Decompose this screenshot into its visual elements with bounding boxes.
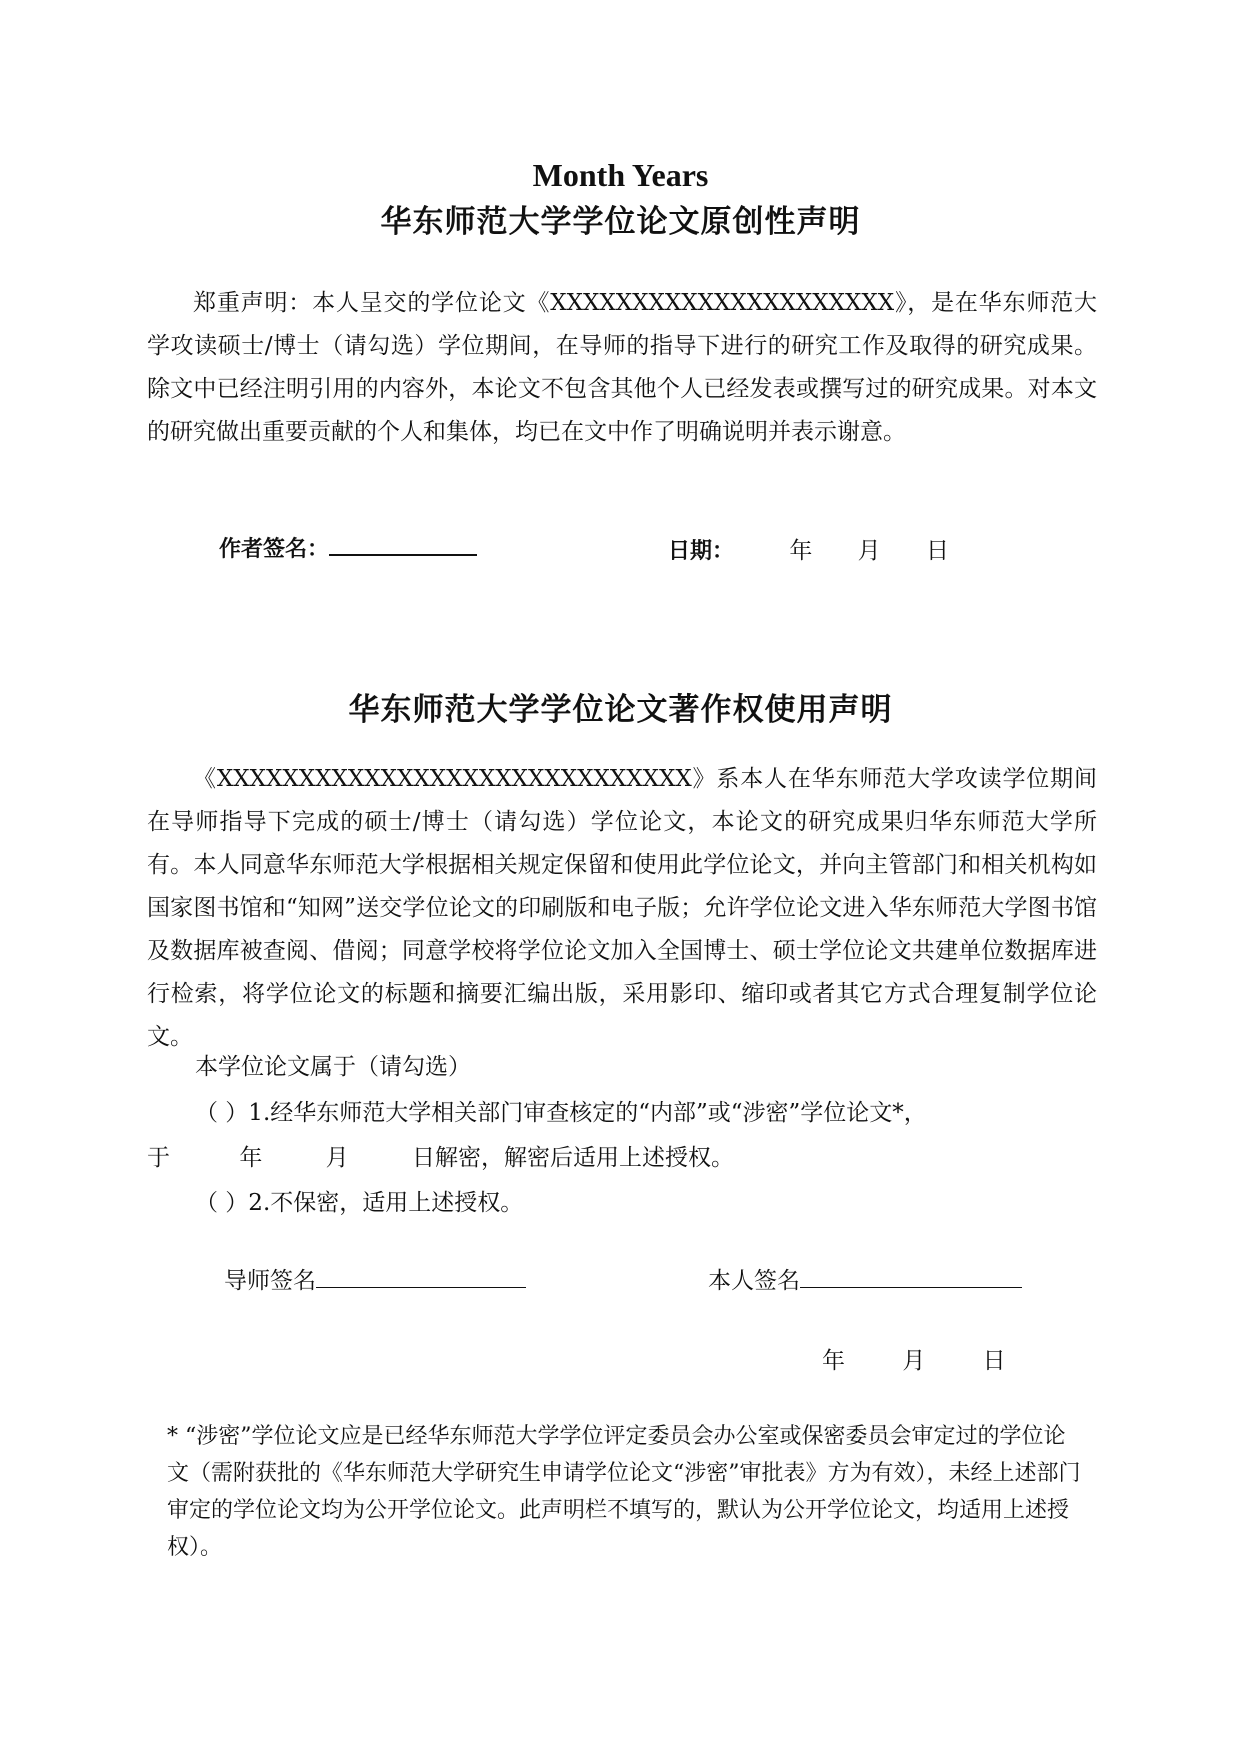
- declassify-yu: 于: [147, 1145, 170, 1171]
- self-signature-line[interactable]: [800, 1287, 1022, 1288]
- author-signature-row: [219, 532, 477, 563]
- copyright-year: 年: [822, 1348, 845, 1374]
- copyright-body: 《XXXXXXXXXXXXXXXXXXXXXXXXXXXXX》系本人在华东师范大学攻读学位期间在导师指导下完成的硕士/博士（请勾选）学位论文，本论文的研究成果归华东师范大学所有。本人同意华东师范大学根据相关规定保留和使用此学位论文，并向主管部门和相关机构如国家图书馆和“知网”送交学位论文的印刷版和电子版；允许学位论文进入华东师范大学图书馆及数据库被查阅、借阅；同意学校将学位论文加入全国博士、硕士学位论文共建单位数据库进行检索，将学位论文的标题和摘要汇编出版，采用影印、缩印或者其它方式合理复制学位论文。: [147, 766, 1097, 1050]
- copyright-date-row: [822, 1344, 1006, 1378]
- originality-body: 郑重声明：本人呈交的学位论文《XXXXXXXXXXXXXXXXXXXXX》，是在华东师范大学攻读硕士/博士（请勾选）学位期间，在导师的指导下进行的研究工作及取得的研究成果。除文中已经注明引用的内容外，本论文不包含其他个人已经发表或撰写过的研究成果。对本文的研究做出重要贡献的个人和集体，均已在文中作了明确说明并表示谢意。: [147, 290, 1097, 445]
- self-sign-label: 本人签名: [708, 1268, 800, 1294]
- declassify-tail: 日解密，解密后适用上述授权。: [411, 1145, 734, 1171]
- date-month: 月: [857, 538, 881, 564]
- copyright-title: 华东师范大学学位论文著作权使用声明: [348, 692, 893, 728]
- supervisor-signature-row: [224, 1264, 526, 1298]
- declassify-date-row: [147, 1141, 734, 1175]
- declassify-month: 月: [325, 1145, 349, 1171]
- option-confidential[interactable]: （ ）1.经华东师范大学相关部门审查核定的“内部”或“涉密”学位论文*，: [195, 1100, 927, 1126]
- copyright-month: 月: [902, 1348, 926, 1374]
- belongs-label: 本学位论文属于（请勾选）: [195, 1054, 471, 1080]
- author-date-row: [668, 532, 949, 565]
- author-sign-label: 作者签名：: [219, 537, 330, 562]
- declassify-year: 年: [239, 1145, 263, 1171]
- date-day: 日: [925, 538, 949, 564]
- option-not-confidential[interactable]: （ ）2.不保密，适用上述授权。: [195, 1190, 524, 1216]
- confidential-footnote: * “涉密”学位论文应是已经华东师范大学学位评定委员会办公室或保密委员会审定过的学位论文（需附获批的《华东师范大学研究生申请学位论文“涉密”审批表》方为有效），未经上述部门审定的学位论文均为公开学位论文。此声明栏不填写的，默认为公开学位论文，均适用上述授权）。: [167, 1424, 1081, 1560]
- month-years-heading: Month Years: [532, 157, 709, 193]
- self-signature-row: [708, 1264, 1022, 1298]
- date-label: 日期：: [668, 539, 735, 564]
- supervisor-signature-line[interactable]: [316, 1287, 526, 1288]
- supervisor-sign-label: 导师签名: [224, 1268, 316, 1294]
- copyright-day: 日: [982, 1348, 1006, 1374]
- date-year: 年: [789, 538, 813, 564]
- author-signature-line[interactable]: [329, 554, 477, 556]
- originality-title: 华东师范大学学位论文原创性声明: [380, 204, 861, 240]
